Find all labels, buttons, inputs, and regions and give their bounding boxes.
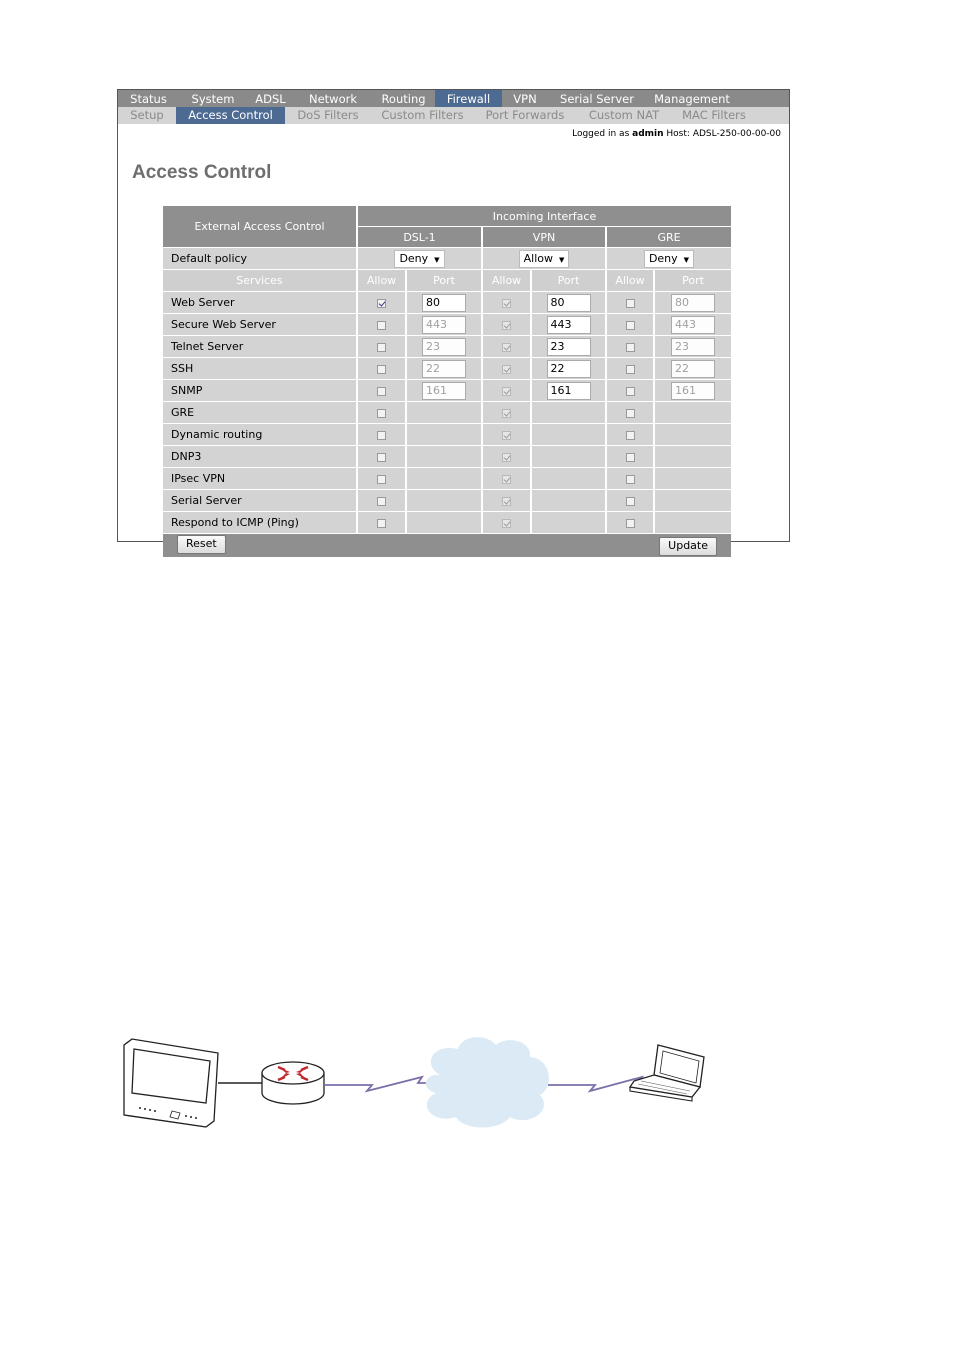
default-policy-dsl1-cell: [358, 248, 483, 270]
allow-checkbox-vpn-gre[interactable]: [502, 409, 511, 418]
port-cell-gre: [655, 424, 731, 446]
allow-checkbox-dsl-dynamic-routing[interactable]: [377, 431, 386, 440]
port-input-gre-ssh[interactable]: [671, 360, 715, 378]
allow-cell-gre: [607, 336, 655, 358]
table-row: [163, 380, 731, 402]
allow-checkbox-dsl-secure-web-server[interactable]: [377, 321, 386, 330]
table-row: [163, 314, 731, 336]
service-label: GRE: [163, 402, 358, 424]
login-user: admin: [632, 129, 664, 139]
dropdown-arrow-icon: ▼: [434, 255, 440, 264]
allow-cell-gre: [607, 468, 655, 490]
incoming-interface-header: Incoming Interface: [358, 206, 731, 227]
default-policy-vpn-cell: [483, 248, 607, 270]
table-row: [163, 358, 731, 380]
allow-cell-vpn: [483, 490, 532, 512]
allow-checkbox-gre-ssh[interactable]: [626, 365, 635, 374]
allow-cell-dsl: [358, 402, 407, 424]
port-input-vpn-web-server[interactable]: [547, 294, 591, 312]
port-cell-vpn: [532, 446, 607, 468]
subnav-tab-access-control[interactable]: Access Control: [176, 107, 285, 124]
allow-checkbox-dsl-telnet-server[interactable]: [377, 343, 386, 352]
port-cell-vpn: [532, 402, 607, 424]
allow-checkbox-dsl-respond-to-icmp-ping[interactable]: [377, 519, 386, 528]
service-label: Telnet Server: [163, 336, 358, 358]
device-tablet-icon: [124, 1039, 218, 1127]
allow-checkbox-gre-snmp[interactable]: [626, 387, 635, 396]
allow-cell-vpn: [483, 358, 532, 380]
allow-checkbox-dsl-serial-server[interactable]: [377, 497, 386, 506]
service-label: SSH: [163, 358, 358, 380]
sub-nav: [118, 107, 789, 124]
default-policy-vpn-select[interactable]: Allow ▼: [519, 250, 570, 268]
allow-cell-gre: [607, 446, 655, 468]
nav-tab-vpn[interactable]: VPN: [513, 92, 537, 106]
allow-cell-gre: [607, 512, 655, 534]
table-row: [163, 512, 731, 534]
service-label: Web Server: [163, 292, 358, 314]
internet-cloud-icon: [426, 1037, 549, 1127]
port-cell-dsl: [407, 446, 483, 468]
port-cell-vpn: [532, 468, 607, 490]
allow-checkbox-vpn-serial-server[interactable]: [502, 497, 511, 506]
allow-cell-dsl: [358, 490, 407, 512]
port-cell-dsl: [407, 358, 483, 380]
subnav-tab-dos-filters[interactable]: DoS Filters: [297, 108, 359, 122]
service-label: Serial Server: [163, 490, 358, 512]
allow-cell-vpn: [483, 292, 532, 314]
services-header: Services: [163, 270, 358, 292]
allow-cell-dsl: [358, 380, 407, 402]
allow-cell-dsl: [358, 446, 407, 468]
port-cell-gre: [655, 402, 731, 424]
port-input-dsl-telnet-server[interactable]: [422, 338, 466, 356]
allow-checkbox-gre-secure-web-server[interactable]: [626, 321, 635, 330]
port-cell-vpn: [532, 336, 607, 358]
allow-checkbox-dsl-ssh[interactable]: [377, 365, 386, 374]
default-policy-label: Default policy: [163, 248, 358, 270]
port-header-vpn: Port: [532, 270, 607, 292]
nav-tab-firewall[interactable]: Firewall: [435, 90, 502, 107]
allow-cell-gre: [607, 314, 655, 336]
port-cell-dsl: [407, 490, 483, 512]
port-cell-gre: [655, 468, 731, 490]
table-row: [163, 336, 731, 358]
page-title: Access Control: [132, 162, 272, 183]
allow-checkbox-dsl-snmp[interactable]: [377, 387, 386, 396]
service-label: Secure Web Server: [163, 314, 358, 336]
allow-header-gre: Allow: [607, 270, 655, 292]
allow-checkbox-vpn-snmp[interactable]: [502, 387, 511, 396]
table-row: [163, 446, 731, 468]
allow-cell-dsl: [358, 358, 407, 380]
service-label: SNMP: [163, 380, 358, 402]
port-input-dsl-web-server[interactable]: [422, 294, 466, 312]
default-policy-dsl1-select[interactable]: Deny ▼: [394, 250, 444, 268]
allow-cell-gre: [607, 424, 655, 446]
default-policy-gre-cell: [607, 248, 731, 270]
allow-checkbox-vpn-web-server[interactable]: [502, 299, 511, 308]
wan-link-left: [324, 1077, 440, 1091]
port-cell-gre: [655, 490, 731, 512]
allow-cell-gre: [607, 402, 655, 424]
nav-tab-network[interactable]: Network: [308, 92, 358, 106]
allow-checkbox-vpn-ssh[interactable]: [502, 365, 511, 374]
allow-checkbox-dsl-web-server[interactable]: [377, 299, 386, 308]
table-row: [163, 468, 731, 490]
allow-cell-vpn: [483, 402, 532, 424]
port-cell-vpn: [532, 380, 607, 402]
allow-header-vpn: Allow: [483, 270, 532, 292]
allow-cell-gre: [607, 490, 655, 512]
dropdown-arrow-icon: ▼: [683, 255, 690, 264]
allow-checkbox-gre-ipsec-vpn[interactable]: [626, 475, 635, 484]
nav-tab-routing[interactable]: Routing: [381, 92, 426, 106]
port-input-vpn-telnet-server[interactable]: [547, 338, 591, 356]
port-cell-dsl: [407, 402, 483, 424]
port-cell-dsl: [407, 314, 483, 336]
table-row: [163, 402, 731, 424]
port-input-vpn-secure-web-server[interactable]: [547, 316, 591, 334]
port-cell-gre: [655, 446, 731, 468]
allow-header-dsl1: Allow: [358, 270, 407, 292]
login-prefix: Logged in as: [572, 129, 630, 139]
allow-cell-vpn: [483, 314, 532, 336]
login-status: [572, 129, 781, 139]
allow-checkbox-gre-web-server[interactable]: [626, 299, 635, 308]
nav-tab-status[interactable]: Status: [130, 92, 167, 106]
port-input-gre-secure-web-server[interactable]: [671, 316, 715, 334]
port-cell-dsl: [407, 424, 483, 446]
allow-checkbox-dsl-gre[interactable]: [377, 409, 386, 418]
port-header-dsl1: Port: [407, 270, 483, 292]
allow-checkbox-vpn-dynamic-routing[interactable]: [502, 431, 511, 440]
interface-header-dsl1: DSL-1: [358, 227, 483, 248]
allow-cell-dsl: [358, 336, 407, 358]
allow-cell-gre: [607, 358, 655, 380]
main-nav: [118, 90, 789, 107]
allow-cell-dsl: [358, 292, 407, 314]
nav-tab-management[interactable]: Management: [654, 92, 730, 106]
allow-cell-vpn: [483, 336, 532, 358]
subnav-tab-custom-filters[interactable]: Custom Filters: [381, 108, 464, 122]
allow-cell-vpn: [483, 468, 532, 490]
network-diagram: [110, 1035, 730, 1135]
allow-checkbox-vpn-respond-to-icmp-ping[interactable]: [502, 519, 511, 528]
port-input-dsl-secure-web-server[interactable]: [422, 316, 466, 334]
port-cell-dsl: [407, 336, 483, 358]
default-policy-gre-select[interactable]: Deny ▼: [644, 250, 694, 268]
table-row: [163, 292, 731, 314]
port-cell-vpn: [532, 512, 607, 534]
allow-cell-dsl: [358, 468, 407, 490]
allow-cell-gre: [607, 292, 655, 314]
allow-cell-vpn: [483, 424, 532, 446]
port-cell-vpn: [532, 358, 607, 380]
dropdown-arrow-icon: ▼: [558, 255, 565, 264]
port-cell-dsl: [407, 512, 483, 534]
allow-checkbox-vpn-dnp3[interactable]: [502, 453, 511, 462]
port-cell-gre: [655, 314, 731, 336]
allow-checkbox-vpn-ipsec-vpn[interactable]: [502, 475, 511, 484]
laptop-icon: [630, 1045, 704, 1101]
table-row: [163, 490, 731, 512]
external-access-control-header: External Access Control: [163, 206, 358, 248]
port-cell-gre: [655, 380, 731, 402]
subnav-tab-port-forwards[interactable]: Port Forwards: [485, 108, 565, 122]
interface-header-gre: GRE: [607, 227, 731, 248]
port-cell-dsl: [407, 468, 483, 490]
allow-checkbox-gre-serial-server[interactable]: [626, 497, 635, 506]
table-footer: [163, 534, 731, 557]
service-label: DNP3: [163, 446, 358, 468]
port-input-gre-web-server[interactable]: [671, 294, 715, 312]
port-header-gre: Port: [655, 270, 731, 292]
allow-checkbox-vpn-telnet-server[interactable]: [502, 343, 511, 352]
allow-checkbox-dsl-dnp3[interactable]: [377, 453, 386, 462]
allow-cell-dsl: [358, 424, 407, 446]
allow-checkbox-gre-telnet-server[interactable]: [626, 343, 635, 352]
host-name: ADSL-250-00-00-00: [692, 129, 781, 139]
allow-cell-gre: [607, 380, 655, 402]
port-cell-gre: [655, 336, 731, 358]
service-label: Dynamic routing: [163, 424, 358, 446]
subnav-tab-mac-filters[interactable]: MAC Filters: [682, 108, 746, 122]
table-row: [163, 424, 731, 446]
allow-cell-vpn: [483, 380, 532, 402]
allow-checkbox-gre-respond-to-icmp-ping[interactable]: [626, 519, 635, 528]
subnav-tab-setup[interactable]: Setup: [130, 108, 164, 122]
port-input-vpn-snmp[interactable]: [547, 382, 591, 400]
port-input-dsl-snmp[interactable]: [422, 382, 466, 400]
host-label: Host:: [666, 129, 690, 139]
port-cell-gre: [655, 512, 731, 534]
port-cell-vpn: [532, 424, 607, 446]
reset-button[interactable]: Reset: [177, 535, 226, 554]
allow-checkbox-dsl-ipsec-vpn[interactable]: [377, 475, 386, 484]
nav-tab-system[interactable]: System: [191, 92, 235, 106]
router-icon: [262, 1062, 324, 1104]
access-control-table: [163, 206, 731, 557]
nav-tab-adsl[interactable]: ADSL: [255, 92, 286, 106]
port-input-gre-telnet-server[interactable]: [671, 338, 715, 356]
router-web-ui: [117, 89, 790, 552]
port-input-dsl-ssh[interactable]: [422, 360, 466, 378]
allow-cell-vpn: [483, 446, 532, 468]
port-cell-vpn: [532, 292, 607, 314]
port-cell-dsl: [407, 292, 483, 314]
port-cell-gre: [655, 292, 731, 314]
port-input-gre-snmp[interactable]: [671, 382, 715, 400]
update-button[interactable]: Update: [659, 537, 717, 556]
nav-tab-serial-server[interactable]: Serial Server: [560, 92, 634, 106]
port-cell-vpn: [532, 490, 607, 512]
allow-checkbox-vpn-secure-web-server[interactable]: [502, 321, 511, 330]
allow-cell-vpn: [483, 512, 532, 534]
interface-header-vpn: VPN: [483, 227, 607, 248]
allow-cell-dsl: [358, 512, 407, 534]
allow-checkbox-gre-gre[interactable]: [626, 409, 635, 418]
port-input-vpn-ssh[interactable]: [547, 360, 591, 378]
port-cell-gre: [655, 358, 731, 380]
port-cell-vpn: [532, 314, 607, 336]
service-label: Respond to ICMP (Ping): [163, 512, 358, 534]
allow-checkbox-gre-dynamic-routing[interactable]: [626, 431, 635, 440]
subnav-tab-custom-nat[interactable]: Custom NAT: [588, 108, 660, 122]
port-cell-dsl: [407, 380, 483, 402]
service-label: IPsec VPN: [163, 468, 358, 490]
allow-cell-dsl: [358, 314, 407, 336]
allow-checkbox-gre-dnp3[interactable]: [626, 453, 635, 462]
